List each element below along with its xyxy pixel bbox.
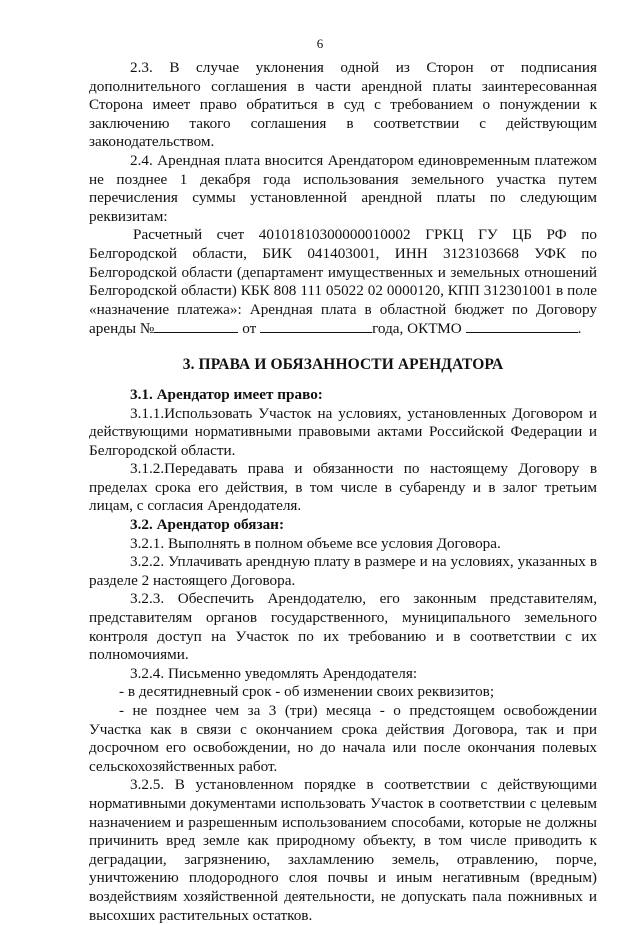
clause-3-2-4: 3.2.4. Письменно уведомлять Арендодателя: (130, 664, 418, 682)
clause-3-2-5: 3.2.5. В установленном порядке в соответствии с действующими нормативными документами использовать Участок в соответствии с целевым назначением и разрешенным использованием способами, которые не должны причинить вред земле как природному объекту, в том числе приводить к деградации, загрязнению, захламлению земель, отравлению, порче, уничтожению плодородного слоя почвы и иным негативным (вредным) воздействиям хозяйственной деятельности, не допускать пала пожнивных и высохших растительных остатков. (89, 776, 597, 924)
contract-number-blank (154, 319, 238, 333)
clause-3-2-2: 3.2.2. Уплачивать арендную плату в размере и на условиях, указанных в разделе 2 настоящего Договора. (89, 553, 597, 589)
year-oktmo-label: года, ОКТМО (372, 320, 462, 338)
contract-from-label: от (242, 320, 257, 338)
clause-3-2-4-item-b: - не позднее чем за 3 (три) месяца - о предстоящем освобождении Участка как в связи с окончанием срока действия Договора, так и при досрочном его освобождении, но до начала или после окончания полевых сельскохозяйственных работ. (89, 702, 597, 775)
contract-date-blank (260, 319, 372, 333)
contract-prefix: аренды № (89, 320, 155, 338)
clause-2-4: 2.4. Арендная плата вносится Арендатором единовременным платежом не позднее 1 декабря года использования земельного участка путем перечисления суммы установленной арендной платы по следующим реквизитам: (89, 151, 597, 225)
section-3-title: 3. ПРАВА И ОБЯЗАННОСТИ АРЕНДАТОРА (182, 355, 504, 373)
oktmo-blank (466, 319, 578, 333)
clause-3-2-1: 3.2.1. Выполнять в полном объеме все условия Договора. (130, 534, 501, 552)
page-number: 6 (316, 36, 324, 51)
bank-details (89, 226, 597, 339)
clause-3-2-3: 3.2.3. Обеспечить Арендодателю, его законным представителям, представителям органов государственного, муниципального земельного контроля доступ на Участок по их требованию и в соответствии с их полномочиями. (89, 590, 597, 664)
clause-3-1: 3.1. Арендатор имеет право: (130, 385, 323, 403)
clause-3-2: 3.2. Арендатор обязан: (130, 516, 284, 534)
clause-3-1-1: 3.1.1.Использовать Участок на условиях, установленных Договором и действующими нормативными правовыми актами Российской Федерации и Белгородской области. (89, 404, 597, 459)
end-period: . (577, 320, 582, 338)
document-body (89, 59, 597, 925)
bank-details-text: Расчетный счет 40101810300000010002 ГРКЦ ГУ ЦБ РФ по Белгородской области, БИК 041403001, ИНН 3123103668 УФК по Белгородской области (департамент имущественных и земельных отношений Белгородской области) КБК 808 111 05022 02 0000120, КПП 312301001 в поле «назначение платежа»: Арендная плата в областной бюджет по Договору (89, 226, 597, 318)
clause-3-2-4-item-a: - в десятидневный срок - об изменении своих реквизитов; (119, 683, 495, 701)
clause-3-1-2: 3.1.2.Передавать права и обязанности по настоящему Договору в пределах срока его действия, в том числе в субаренду и в залог третьим лицам, с согласия Арендодателя. (89, 460, 597, 515)
clause-2-3: 2.3. В случае уклонения одной из Сторон от подписания дополнительного соглашения в части арендной платы заинтересованная Сторона имеет право обратиться в суд с требованием о понуждении к заключению такого соглашения в соответствии с действующим законодательством. (89, 59, 597, 151)
